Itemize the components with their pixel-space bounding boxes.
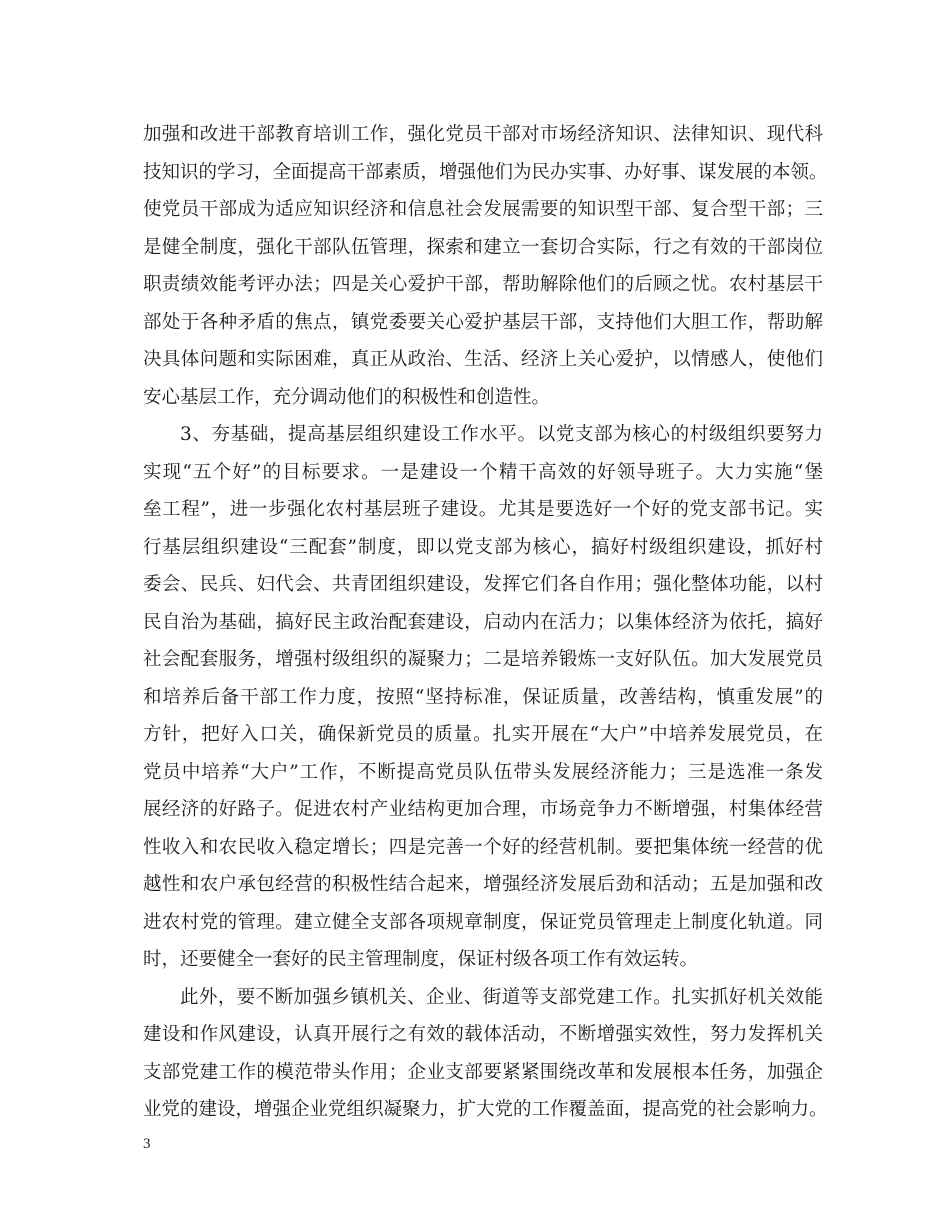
text-line: 和培养后备干部工作力度，按照“坚持标准，保证质量，改善结构，慎重发展”的: [143, 686, 823, 708]
document-body: [143, 116, 828, 1129]
text-line: 进农村党的管理。建立健全支部各项规章制度，保证党员管理走上制度化轨道。同: [143, 911, 823, 933]
text-line: 技知识的学习，全面提高干部素质，增强他们为民办实事、办好事、谋发展的本领。: [143, 161, 828, 183]
paragraph: [143, 416, 823, 979]
text-line: 3、夯基础，提高基层组织建设工作水平。以党支部为核心的村级组织要努力: [180, 424, 823, 445]
text-line: 展经济的好路子。促进农村产业结构更加合理，市场竞争力不断增强，村集体经营: [143, 799, 823, 820]
text-line: 垒工程”，进一步强化农村基层班子建设。尤其是要选好一个好的党支部书记。实: [143, 499, 823, 520]
text-line: 实现“五个好”的目标要求。一是建设一个精干高效的好领导班子。大力实施“堡: [143, 461, 823, 483]
text-line: 时，还要健全一套好的民主管理制度，保证村级各项工作有效运转。: [143, 949, 699, 970]
text-line: 民自治为基础，搞好民主政治配套建设，启动内在活力；以集体经济为依托，搞好: [143, 611, 823, 633]
page-number: 3: [143, 1136, 151, 1152]
text-line: 行基层组织建设“三配套”制度，即以党支部为核心，搞好村级组织建设，抓好村: [143, 536, 823, 558]
text-line: 部处于各种矛盾的焦点，镇党委要关心爱护基层干部，支持他们大胆工作，帮助解: [143, 311, 823, 333]
text-line: 性收入和农民收入稳定增长；四是完善一个好的经营机制。要把集体统一经营的优: [143, 836, 823, 858]
text-line: 方针，把好入口关，确保新党员的质量。扎实开展在“大户”中培养发展党员，在: [143, 724, 823, 745]
text-line: 党员中培养“大户”工作，不断提高党员队伍带头发展经济能力；三是选准一条发: [143, 761, 823, 783]
text-line: 加强和改进干部教育培训工作，强化党员干部对市场经济知识、法律知识、现代科: [143, 124, 823, 145]
text-line: 建设和作风建设，认真开展行之有效的载体活动，不断增强实效性，努力发挥机关: [143, 1024, 823, 1045]
text-line: 此外，要不断加强乡镇机关、企业、街道等支部党建工作。扎实抓好机关效能: [180, 986, 823, 1008]
text-line: 社会配套服务，增强村级组织的凝聚力；二是培养锻炼一支好队伍。加大发展党员: [143, 649, 823, 670]
paragraph: [143, 116, 828, 416]
text-line: 职责绩效能考评办法；四是关心爱护干部，帮助解除他们的后顾之忧。农村基层干: [143, 274, 823, 295]
text-line: 越性和农户承包经营的积极性结合起来，增强经济发展后劲和活动；五是加强和改: [143, 874, 823, 895]
paragraph: [143, 979, 828, 1129]
text-line: 是健全制度，强化干部队伍管理，探索和建立一套切合实际，行之有效的干部岗位: [143, 236, 823, 258]
text-line: 委会、民兵、妇代会、共青团组织建设，发挥它们各自作用；强化整体功能，以村: [143, 574, 823, 595]
text-line: 安心基层工作，充分调动他们的积极性和创造性。: [143, 386, 551, 408]
text-line: 使党员干部成为适应知识经济和信息社会发展需要的知识型干部、复合型干部；三: [143, 199, 823, 220]
text-line: 决具体问题和实际困难，真正从政治、生活、经济上关心爱护，以情感人，使他们: [143, 349, 823, 370]
text-line: 支部党建工作的模范带头作用；企业支部要紧紧围绕改革和发展根本任务，加强企: [143, 1061, 823, 1083]
text-line: 业党的建设，增强企业党组织凝聚力，扩大党的工作覆盖面，提高党的社会影响力。: [143, 1099, 828, 1120]
